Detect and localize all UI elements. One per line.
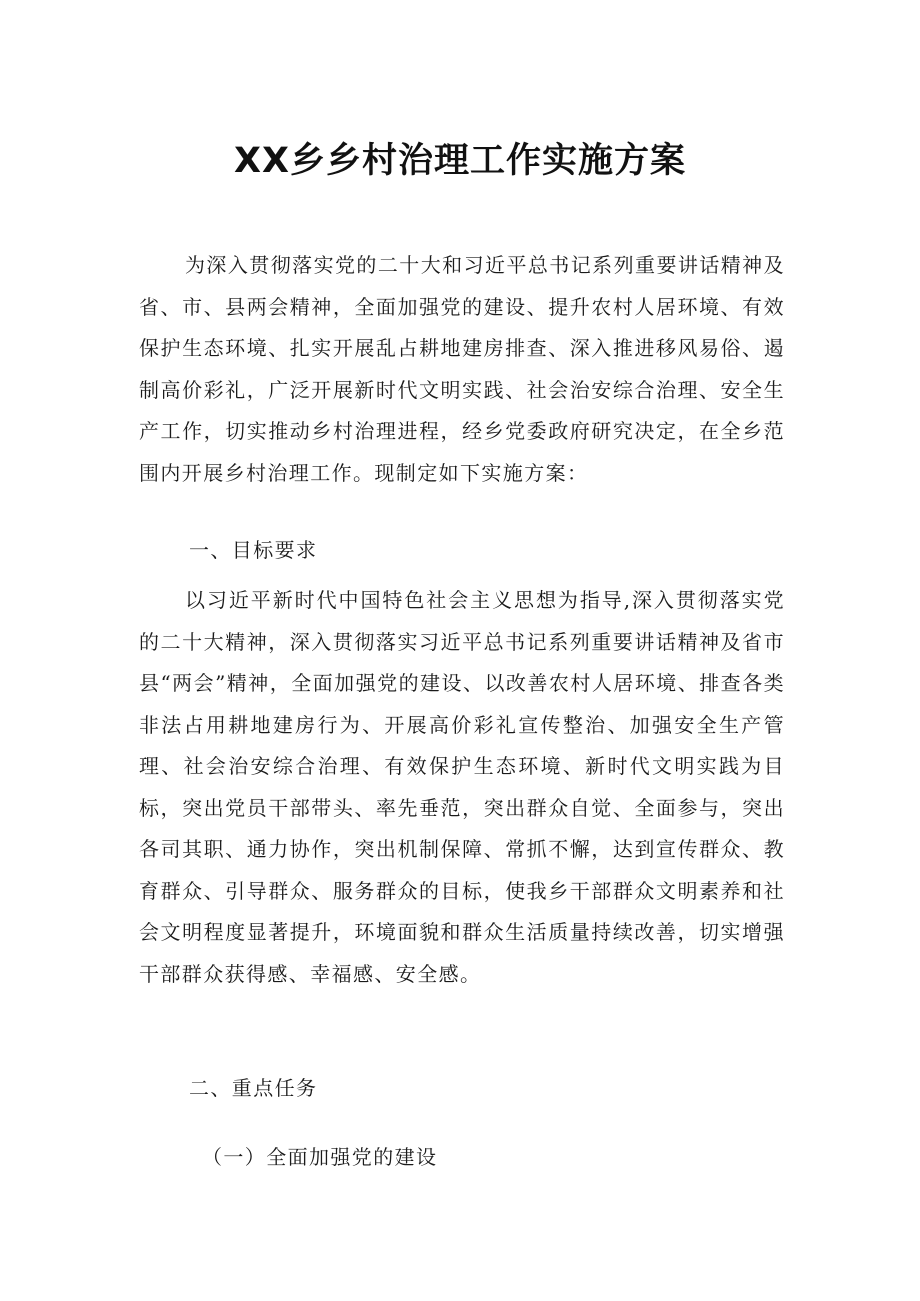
section-heading-goals: 一、目标要求 bbox=[189, 538, 318, 562]
document-title: XX乡乡村治理工作实施方案 bbox=[234, 141, 686, 181]
section-heading-key-tasks: 二、重点任务 bbox=[189, 1076, 318, 1100]
subsection-heading-party-building: （一）全面加强党的建设 bbox=[202, 1145, 438, 1169]
intro-paragraph: 为深入贯彻落实党的二十大和习近平总书记系列重要讲话精神及省、市、县两会精神，全面加强党的建设、提升农村人居环境、有效保护生态环境、扎实开展乱占耕地建房排查、深入推进移风易俗、遏制高价彩礼，广泛开展新时代文明实践、社会治安综合治理、安全生产工作，切实推动乡村治理进程，经乡党委政府研究决定，在全乡范围内开展乡村治理工作。现制定如下实施方案： bbox=[139, 253, 785, 485]
goals-paragraph: 以习近平新时代中国特色社会主义思想为指导,深入贯彻落实党的二十大精神，深入贯彻落实习近平总书记系列重要讲话精神及省市县“两会”精神，全面加强党的建设、以改善农村人居环境、排查各类非法占用耕地建房行为、开展高价彩礼宣传整治、加强安全生产管理、社会治安综合治理、有效保护生态环境、新时代文明实践为目标，突出党员干部带头、率先垂范，突出群众自觉、全面参与，突出各司其职、通力协作，突出机制保障、常抓不懈，达到宣传群众、教育群众、引导群众、服务群众的目标，使我乡干部群众文明素养和社会文明程度显著提升，环境面貌和群众生活质量持续改善，切实增强干部群众获得感、幸福感、安全感。 bbox=[139, 588, 785, 986]
